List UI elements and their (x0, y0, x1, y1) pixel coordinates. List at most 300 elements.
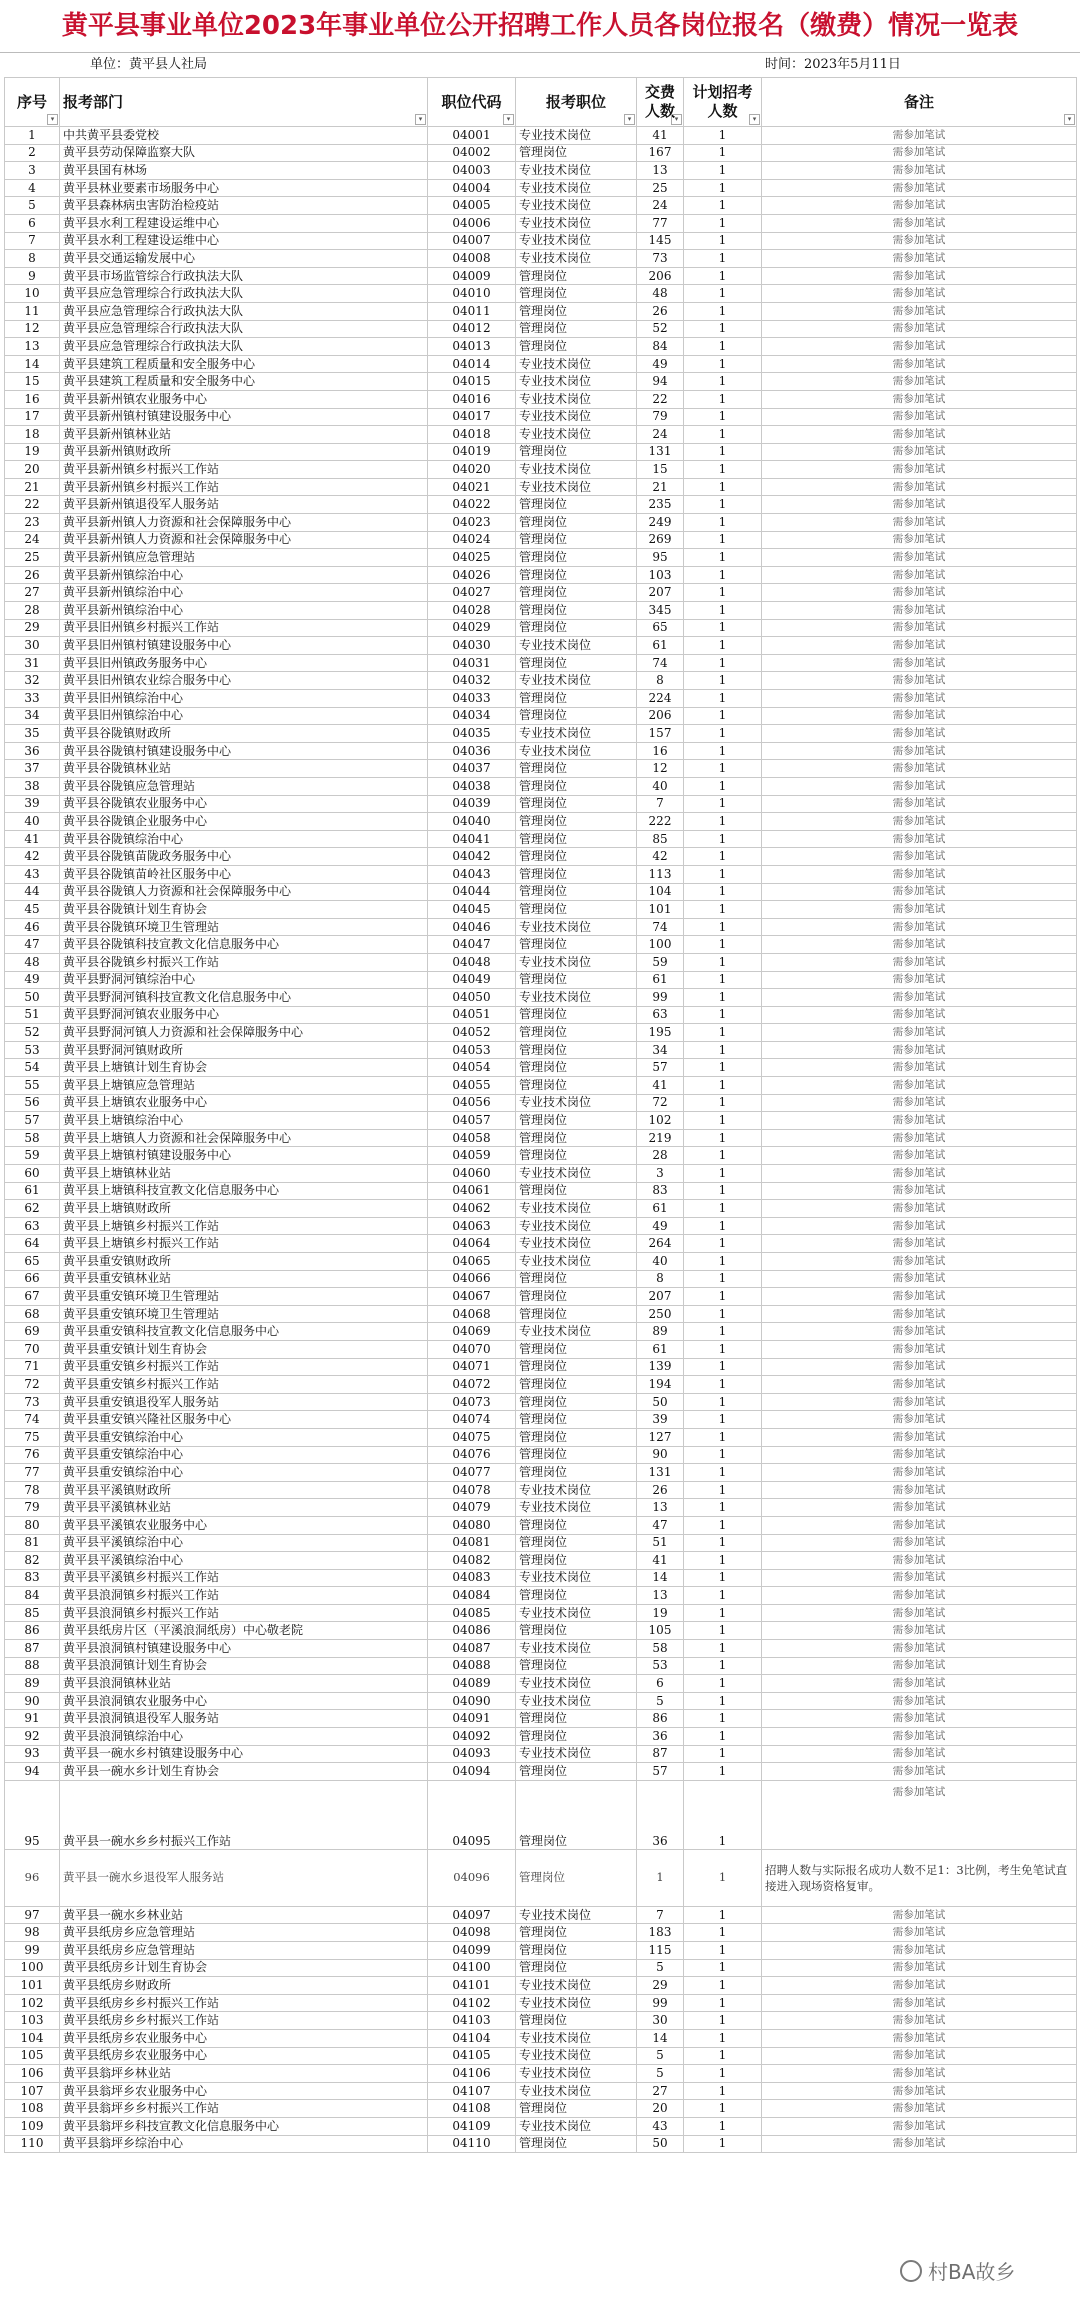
table-row (5, 320, 1077, 338)
cell-plan: 1 (684, 320, 762, 338)
cell-position: 专业技术岗位 (516, 1906, 637, 1924)
cell-code: 04086 (428, 1622, 516, 1640)
cell-seq: 54 (5, 1059, 60, 1077)
cell-seq: 109 (5, 2117, 60, 2135)
cell-position: 专业技术岗位 (516, 1094, 637, 1112)
cell-position: 管理岗位 (516, 901, 637, 919)
cell-note: 需参加笔试 (762, 1147, 1077, 1165)
cell-position: 管理岗位 (516, 1376, 637, 1394)
cell-plan: 1 (684, 267, 762, 285)
cell-paid: 90 (637, 1446, 684, 1464)
cell-note: 需参加笔试 (762, 514, 1077, 532)
cell-seq: 91 (5, 1710, 60, 1728)
watermark (900, 2256, 1015, 2285)
table-row (5, 637, 1077, 655)
table-row (5, 1305, 1077, 1323)
header-dept[interactable]: 报考部门 ▾ (60, 78, 428, 127)
cell-position: 管理岗位 (516, 760, 637, 778)
cell-code: 04083 (428, 1569, 516, 1587)
cell-code: 04075 (428, 1428, 516, 1446)
cell-note: 需参加笔试 (762, 214, 1077, 232)
table-row (5, 725, 1077, 743)
cell-position: 专业技术岗位 (516, 2117, 637, 2135)
cell-plan: 1 (684, 619, 762, 637)
cell-dept: 黄平县重安镇科技宣教文化信息服务中心 (60, 1323, 428, 1341)
cell-paid: 89 (637, 1323, 684, 1341)
table-row (5, 1147, 1077, 1165)
cell-seq: 95 (5, 1780, 60, 1849)
cell-note: 需参加笔试 (762, 162, 1077, 180)
header-position[interactable]: 报考职位 ▾ (516, 78, 637, 127)
cell-seq: 77 (5, 1464, 60, 1482)
cell-note: 需参加笔试 (762, 478, 1077, 496)
cell-position: 管理岗位 (516, 654, 637, 672)
cell-position: 专业技术岗位 (516, 1253, 637, 1271)
cell-plan: 1 (684, 197, 762, 215)
table-row (5, 918, 1077, 936)
cell-position: 专业技术岗位 (516, 426, 637, 444)
cell-note: 需参加笔试 (762, 232, 1077, 250)
filter-dropdown-icon[interactable]: ▾ (749, 114, 760, 125)
cell-plan: 1 (684, 214, 762, 232)
table-row (5, 1516, 1077, 1534)
filter-dropdown-icon[interactable]: ▾ (671, 114, 682, 125)
cell-code: 04004 (428, 179, 516, 197)
cell-note: 需参加笔试 (762, 1376, 1077, 1394)
cell-dept: 黄平县新州镇应急管理站 (60, 549, 428, 567)
cell-dept: 黄平县平溪镇林业站 (60, 1499, 428, 1517)
cell-note: 需参加笔试 (762, 2065, 1077, 2083)
cell-seq: 75 (5, 1428, 60, 1446)
table-row (5, 1376, 1077, 1394)
cell-dept: 黄平县谷陇镇苗陇政务服务中心 (60, 848, 428, 866)
cell-dept: 黄平县浪洞镇林业站 (60, 1675, 428, 1693)
cell-dept: 黄平县国有林场 (60, 162, 428, 180)
cell-plan: 1 (684, 690, 762, 708)
cell-position: 专业技术岗位 (516, 197, 637, 215)
table-row (5, 1165, 1077, 1183)
cell-paid: 219 (637, 1129, 684, 1147)
cell-plan: 1 (684, 1640, 762, 1658)
cell-code: 04045 (428, 901, 516, 919)
cell-note: 需参加笔试 (762, 443, 1077, 461)
cell-code: 04063 (428, 1217, 516, 1235)
cell-seq: 83 (5, 1569, 60, 1587)
cell-plan: 1 (684, 883, 762, 901)
cell-seq: 74 (5, 1411, 60, 1429)
cell-dept: 黄平县新州镇林业站 (60, 426, 428, 444)
table-row (5, 566, 1077, 584)
cell-paid: 59 (637, 953, 684, 971)
cell-paid: 250 (637, 1305, 684, 1323)
cell-paid: 53 (637, 1657, 684, 1675)
cell-paid: 12 (637, 760, 684, 778)
cell-paid: 61 (637, 637, 684, 655)
cell-paid: 222 (637, 813, 684, 831)
cell-note: 需参加笔试 (762, 1270, 1077, 1288)
cell-dept: 黄平县平溪镇财政所 (60, 1481, 428, 1499)
cell-dept: 黄平县上塘镇财政所 (60, 1200, 428, 1218)
header-code[interactable]: 职位代码 ▾ (428, 78, 516, 127)
cell-paid: 34 (637, 1041, 684, 1059)
cell-seq: 38 (5, 777, 60, 795)
cell-position: 管理岗位 (516, 1942, 637, 1960)
table-row (5, 707, 1077, 725)
cell-code: 04101 (428, 1977, 516, 1995)
cell-position: 管理岗位 (516, 267, 637, 285)
cell-dept: 黄平县建筑工程质量和安全服务中心 (60, 373, 428, 391)
cell-note: 需参加笔试 (762, 1358, 1077, 1376)
cell-paid: 25 (637, 179, 684, 197)
cell-note: 需参加笔试 (762, 742, 1077, 760)
cell-note: 需参加笔试 (762, 883, 1077, 901)
cell-plan: 1 (684, 127, 762, 145)
cell-position: 管理岗位 (516, 144, 637, 162)
cell-position: 管理岗位 (516, 1024, 637, 1042)
cell-position: 管理岗位 (516, 707, 637, 725)
cell-paid: 21 (637, 478, 684, 496)
cell-seq: 7 (5, 232, 60, 250)
cell-position: 管理岗位 (516, 813, 637, 831)
cell-note: 需参加笔试 (762, 531, 1077, 549)
filter-dropdown-icon[interactable]: ▾ (503, 114, 514, 125)
cell-code: 04079 (428, 1499, 516, 1517)
cell-position: 管理岗位 (516, 1041, 637, 1059)
cell-dept: 黄平县谷陇镇乡村振兴工作站 (60, 953, 428, 971)
cell-note: 需参加笔试 (762, 1745, 1077, 1763)
cell-seq: 68 (5, 1305, 60, 1323)
cell-dept: 黄平县重安镇退役军人服务站 (60, 1393, 428, 1411)
table-row (5, 813, 1077, 831)
table-row (5, 690, 1077, 708)
cell-dept: 黄平县应急管理综合行政执法大队 (60, 302, 428, 320)
cell-position: 专业技术岗位 (516, 232, 637, 250)
cell-dept: 黄平县翁坪乡综治中心 (60, 2135, 428, 2153)
cell-note: 需参加笔试 (762, 1587, 1077, 1605)
cell-note: 需参加笔试 (762, 813, 1077, 831)
cell-code: 04057 (428, 1112, 516, 1130)
cell-code: 04048 (428, 953, 516, 971)
cell-paid: 73 (637, 250, 684, 268)
cell-note: 需参加笔试 (762, 1534, 1077, 1552)
cell-seq: 71 (5, 1358, 60, 1376)
cell-note: 需参加笔试 (762, 390, 1077, 408)
cell-code: 04100 (428, 1959, 516, 1977)
table-row (5, 2012, 1077, 2030)
table-row (5, 390, 1077, 408)
table-row (5, 1428, 1077, 1446)
cell-code: 04071 (428, 1358, 516, 1376)
cell-code: 04068 (428, 1305, 516, 1323)
table-row (5, 144, 1077, 162)
cell-dept: 黄平县一碗水乡乡村振兴工作站 (60, 1780, 428, 1849)
watermark-text: 村BA故乡 (928, 2260, 1016, 2284)
cell-dept: 黄平县应急管理综合行政执法大队 (60, 285, 428, 303)
cell-dept: 黄平县翁坪乡乡村振兴工作站 (60, 2100, 428, 2118)
cell-position: 专业技术岗位 (516, 2047, 637, 2065)
time-label: 时间：2023年5月11日 (765, 57, 901, 72)
cell-position: 管理岗位 (516, 1657, 637, 1675)
table-row (5, 602, 1077, 620)
table-row (5, 1270, 1077, 1288)
cell-note: 需参加笔试 (762, 901, 1077, 919)
cell-plan: 1 (684, 777, 762, 795)
cell-seq: 21 (5, 478, 60, 496)
cell-position: 管理岗位 (516, 1446, 637, 1464)
table-row (5, 1587, 1077, 1605)
cell-seq: 81 (5, 1534, 60, 1552)
cell-plan: 1 (684, 1182, 762, 1200)
cell-note: 需参加笔试 (762, 250, 1077, 268)
cell-note: 需参加笔试 (762, 1942, 1077, 1960)
cell-plan: 1 (684, 1077, 762, 1095)
table-row (5, 250, 1077, 268)
cell-position: 管理岗位 (516, 602, 637, 620)
cell-position: 管理岗位 (516, 1006, 637, 1024)
cell-position: 管理岗位 (516, 883, 637, 901)
cell-seq: 97 (5, 1906, 60, 1924)
cell-seq: 60 (5, 1165, 60, 1183)
cell-dept: 黄平县谷陇镇苗岭社区服务中心 (60, 865, 428, 883)
cell-code: 04050 (428, 989, 516, 1007)
cell-paid: 115 (637, 1942, 684, 1960)
cell-position: 管理岗位 (516, 1622, 637, 1640)
cell-seq: 46 (5, 918, 60, 936)
cell-position: 管理岗位 (516, 320, 637, 338)
cell-plan: 1 (684, 2082, 762, 2100)
cell-position: 管理岗位 (516, 865, 637, 883)
cell-position: 专业技术岗位 (516, 725, 637, 743)
unit-label: 单位：黄平县人社局 (90, 57, 208, 72)
filter-dropdown-icon[interactable]: ▾ (47, 114, 58, 125)
table-row (5, 584, 1077, 602)
table-row (5, 2135, 1077, 2153)
cell-dept: 黄平县新州镇乡村振兴工作站 (60, 461, 428, 479)
cell-plan: 1 (684, 1376, 762, 1394)
table-row (5, 1323, 1077, 1341)
cell-seq: 84 (5, 1587, 60, 1605)
cell-note: 需参加笔试 (762, 1692, 1077, 1710)
cell-seq: 93 (5, 1745, 60, 1763)
cell-paid: 79 (637, 408, 684, 426)
cell-plan: 1 (684, 373, 762, 391)
cell-seq: 94 (5, 1763, 60, 1781)
cell-seq: 101 (5, 1977, 60, 1995)
cell-note: 需参加笔试 (762, 1657, 1077, 1675)
cell-position: 管理岗位 (516, 1959, 637, 1977)
table-row (5, 1112, 1077, 1130)
cell-code: 04043 (428, 865, 516, 883)
cell-position: 管理岗位 (516, 1340, 637, 1358)
cell-position: 专业技术岗位 (516, 742, 637, 760)
cell-paid: 42 (637, 848, 684, 866)
cell-seq: 30 (5, 637, 60, 655)
cell-note: 需参加笔试 (762, 566, 1077, 584)
cell-paid: 345 (637, 602, 684, 620)
table-row (5, 2117, 1077, 2135)
cell-code: 04072 (428, 1376, 516, 1394)
cell-seq: 56 (5, 1094, 60, 1112)
cell-dept: 黄平县旧州镇政务服务中心 (60, 654, 428, 672)
cell-seq: 19 (5, 443, 60, 461)
table-row (5, 1481, 1077, 1499)
cell-paid: 85 (637, 830, 684, 848)
header-paid[interactable]: 交费人数 ▾ (637, 78, 684, 127)
cell-paid: 87 (637, 1745, 684, 1763)
table-row (5, 1942, 1077, 1960)
cell-position: 专业技术岗位 (516, 2029, 637, 2047)
cell-seq: 39 (5, 795, 60, 813)
cell-plan: 1 (684, 1305, 762, 1323)
cell-code: 04054 (428, 1059, 516, 1077)
cell-dept: 黄平县谷陇镇财政所 (60, 725, 428, 743)
cell-note: 需参加笔试 (762, 1924, 1077, 1942)
cell-position: 专业技术岗位 (516, 1235, 637, 1253)
cell-note: 需参加笔试 (762, 1446, 1077, 1464)
cell-code: 04005 (428, 197, 516, 215)
cell-paid: 77 (637, 214, 684, 232)
cell-plan: 1 (684, 1728, 762, 1746)
table-row (5, 1640, 1077, 1658)
table-row (5, 1200, 1077, 1218)
cell-dept: 黄平县应急管理综合行政执法大队 (60, 338, 428, 356)
cell-seq: 25 (5, 549, 60, 567)
cell-note: 需参加笔试 (762, 777, 1077, 795)
cell-position: 管理岗位 (516, 1059, 637, 1077)
table-row (5, 355, 1077, 373)
cell-dept: 黄平县平溪镇农业服务中心 (60, 1516, 428, 1534)
registration-table (4, 77, 1077, 2153)
cell-plan: 1 (684, 1165, 762, 1183)
cell-note: 需参加笔试 (762, 1763, 1077, 1781)
cell-position: 管理岗位 (516, 1305, 637, 1323)
cell-plan: 1 (684, 901, 762, 919)
cell-dept: 黄平县上塘镇乡村振兴工作站 (60, 1217, 428, 1235)
cell-code: 04016 (428, 390, 516, 408)
cell-note: 需参加笔试 (762, 496, 1077, 514)
cell-plan: 1 (684, 1959, 762, 1977)
header-seq[interactable]: 序号 ▾ (5, 78, 60, 127)
cell-seq: 52 (5, 1024, 60, 1042)
cell-seq: 55 (5, 1077, 60, 1095)
cell-code: 04067 (428, 1288, 516, 1306)
cell-note: 需参加笔试 (762, 1094, 1077, 1112)
cell-dept: 黄平县野洞河镇农业服务中心 (60, 1006, 428, 1024)
cell-code: 04097 (428, 1906, 516, 1924)
table-row (5, 1906, 1077, 1924)
cell-position: 管理岗位 (516, 1849, 637, 1906)
cell-note: 需参加笔试 (762, 1464, 1077, 1482)
cell-seq: 69 (5, 1323, 60, 1341)
cell-note: 需参加笔试 (762, 1165, 1077, 1183)
cell-position: 专业技术岗位 (516, 1323, 637, 1341)
cell-paid: 61 (637, 1340, 684, 1358)
cell-note: 需参加笔试 (762, 2117, 1077, 2135)
cell-code: 04066 (428, 1270, 516, 1288)
cell-plan: 1 (684, 602, 762, 620)
cell-dept: 黄平县谷陇镇计划生育协会 (60, 901, 428, 919)
table-row (5, 127, 1077, 145)
table-body (5, 127, 1077, 2153)
cell-paid: 41 (637, 1552, 684, 1570)
cell-paid: 195 (637, 1024, 684, 1042)
table-row (5, 1059, 1077, 1077)
cell-plan: 1 (684, 707, 762, 725)
cell-plan: 1 (684, 1411, 762, 1429)
cell-seq: 66 (5, 1270, 60, 1288)
cell-dept: 黄平县翁坪乡农业服务中心 (60, 2082, 428, 2100)
cell-position: 管理岗位 (516, 514, 637, 532)
cell-plan: 1 (684, 1499, 762, 1517)
cell-position: 管理岗位 (516, 848, 637, 866)
cell-position: 管理岗位 (516, 496, 637, 514)
filter-dropdown-icon[interactable]: ▾ (624, 114, 635, 125)
cell-code: 04106 (428, 2065, 516, 2083)
cell-position: 管理岗位 (516, 1763, 637, 1781)
cell-code: 04015 (428, 373, 516, 391)
cell-seq: 96 (5, 1849, 60, 1906)
cell-plan: 1 (684, 514, 762, 532)
cell-paid: 131 (637, 1464, 684, 1482)
cell-code: 04073 (428, 1393, 516, 1411)
cell-dept: 黄平县野洞河镇综治中心 (60, 971, 428, 989)
table-row (5, 936, 1077, 954)
cell-position: 管理岗位 (516, 1552, 637, 1570)
table-row (5, 1288, 1077, 1306)
cell-note: 需参加笔试 (762, 989, 1077, 1007)
cell-dept: 黄平县浪洞镇综治中心 (60, 1728, 428, 1746)
filter-dropdown-icon[interactable]: ▾ (1064, 114, 1075, 125)
cell-seq: 17 (5, 408, 60, 426)
cell-note: 需参加笔试 (762, 918, 1077, 936)
cell-paid: 194 (637, 1376, 684, 1394)
cell-note: 需参加笔试 (762, 1288, 1077, 1306)
cell-plan: 1 (684, 813, 762, 831)
cell-plan: 1 (684, 1270, 762, 1288)
cell-code: 04033 (428, 690, 516, 708)
filter-dropdown-icon[interactable]: ▾ (415, 114, 426, 125)
cell-seq: 58 (5, 1129, 60, 1147)
table-row (5, 1499, 1077, 1517)
cell-dept: 黄平县纸房乡农业服务中心 (60, 2047, 428, 2065)
table-row (5, 2100, 1077, 2118)
cell-plan: 1 (684, 408, 762, 426)
table-row (5, 549, 1077, 567)
cell-seq: 48 (5, 953, 60, 971)
cell-plan: 1 (684, 1112, 762, 1130)
table-row (5, 1622, 1077, 1640)
table-row (5, 478, 1077, 496)
cell-position: 专业技术岗位 (516, 1165, 637, 1183)
header-note[interactable]: 备注 ▾ (762, 78, 1077, 127)
cell-code: 04035 (428, 725, 516, 743)
cell-code: 04003 (428, 162, 516, 180)
cell-code: 04026 (428, 566, 516, 584)
cell-dept: 黄平县上塘镇农业服务中心 (60, 1094, 428, 1112)
cell-code: 04018 (428, 426, 516, 444)
cell-dept: 黄平县劳动保障监察大队 (60, 144, 428, 162)
cell-dept: 黄平县水利工程建设运维中心 (60, 232, 428, 250)
cell-plan: 1 (684, 1534, 762, 1552)
cell-dept: 黄平县上塘镇科技宣教文化信息服务中心 (60, 1182, 428, 1200)
cell-paid: 74 (637, 654, 684, 672)
cell-position: 专业技术岗位 (516, 1569, 637, 1587)
cell-seq: 1 (5, 127, 60, 145)
cell-paid: 63 (637, 1006, 684, 1024)
header-plan[interactable]: 计划招考人数 ▾ (684, 78, 762, 127)
cell-code: 04082 (428, 1552, 516, 1570)
table-row (5, 795, 1077, 813)
